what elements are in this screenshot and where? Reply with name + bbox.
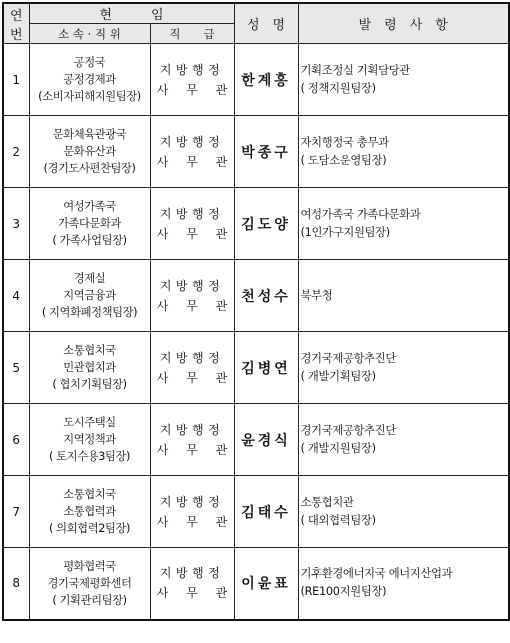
row-current-department xyxy=(29,188,150,260)
row-grade xyxy=(150,332,234,404)
row-current-department xyxy=(29,260,150,332)
department-line: 가족다문화과 xyxy=(57,217,122,230)
grade-line: 사 무 관 xyxy=(156,154,228,169)
department-line: ( 기획관리팀장) xyxy=(52,593,127,607)
row-appointment xyxy=(298,44,509,116)
department-line: 소통협력과 xyxy=(63,505,116,518)
row-appointment xyxy=(298,404,509,476)
row-serial-number: 3 xyxy=(3,188,29,260)
department-line: 평화협력국 xyxy=(63,559,116,573)
row-serial-number: 1 xyxy=(3,44,29,116)
header-row-top xyxy=(3,3,509,24)
appointment-line: 여성가족국 가족다문화과 xyxy=(300,207,421,221)
appointment-line: ( 개발지원팀장) xyxy=(300,441,376,455)
appointment-line: 자치행정국 총무과 xyxy=(300,135,389,149)
department-line: ( 지역화폐정책팀장) xyxy=(41,306,138,319)
department-line: 공정국 xyxy=(73,56,106,69)
grade-line: 지방행정 xyxy=(159,134,225,149)
row-serial-number: 6 xyxy=(3,404,29,476)
row-person-name: 윤경식 xyxy=(234,404,298,476)
grade-line: 사 무 관 xyxy=(156,370,228,385)
grade-line: 사 무 관 xyxy=(156,226,228,241)
row-person-name: 김태수 xyxy=(234,476,298,548)
table-row xyxy=(3,476,509,548)
personnel-order-document xyxy=(2,2,508,640)
row-grade xyxy=(150,476,234,548)
grade-line: 사 무 관 xyxy=(156,82,228,97)
grade-line: 지방행정 xyxy=(159,494,225,509)
row-person-name: 김병연 xyxy=(234,332,298,404)
department-line: 여성가족국 xyxy=(63,200,116,213)
row-grade xyxy=(150,260,234,332)
department-line: 소통협치국 xyxy=(63,488,116,501)
table-row xyxy=(3,116,509,188)
department-line: 지역금융과 xyxy=(63,289,116,302)
table-row xyxy=(3,188,509,260)
row-person-name: 박종구 xyxy=(234,116,298,188)
appointment-line: ( 정책지원팀장) xyxy=(300,81,376,95)
department-line: ( 의회협력2팀장) xyxy=(48,522,131,535)
appointment-line: 경기국제공항추진단 xyxy=(300,351,397,365)
row-current-department xyxy=(29,44,150,116)
row-person-name: 천성수 xyxy=(234,260,298,332)
row-person-name: 김도양 xyxy=(234,188,298,260)
row-current-department xyxy=(29,116,150,188)
table-row xyxy=(3,548,509,620)
appointment-line: 경기국제공항추진단 xyxy=(300,423,397,437)
appointment-line: ( 도담소운영팀장) xyxy=(300,153,387,167)
row-grade xyxy=(150,548,234,620)
department-line: 지역정책과 xyxy=(63,433,116,446)
department-line: (경기도사편찬팀장) xyxy=(43,162,136,175)
row-appointment xyxy=(298,116,509,188)
row-appointment xyxy=(298,260,509,332)
department-line: ( 가족사업팀장) xyxy=(52,234,127,247)
header-current-position: 현 임 xyxy=(29,3,234,24)
header-serial-number: 연 번 xyxy=(3,3,29,44)
grade-line: 사 무 관 xyxy=(156,442,228,457)
grade-line: 지방행정 xyxy=(159,278,225,293)
department-line: 문화유산과 xyxy=(63,145,116,158)
grade-line: 지방행정 xyxy=(159,206,225,221)
appointment-line: 북부청 xyxy=(300,288,333,302)
department-line: ( 협치기획팀장) xyxy=(52,378,127,391)
row-appointment xyxy=(298,476,509,548)
row-person-name: 이윤표 xyxy=(234,548,298,620)
table-row xyxy=(3,44,509,116)
grade-line: 지방행정 xyxy=(159,566,225,581)
row-current-department xyxy=(29,332,150,404)
row-current-department xyxy=(29,476,150,548)
row-current-department xyxy=(29,548,150,620)
row-grade xyxy=(150,116,234,188)
personnel-table xyxy=(2,2,510,621)
department-line: 소통협치국 xyxy=(63,344,116,357)
row-current-department xyxy=(29,404,150,476)
header-name: 성 명 xyxy=(234,3,298,44)
department-line: 경기국제평화센터 xyxy=(47,576,132,590)
row-serial-number: 8 xyxy=(3,548,29,620)
grade-line: 사 무 관 xyxy=(156,586,228,601)
department-line: 공정경제과 xyxy=(63,73,116,86)
grade-line: 사 무 관 xyxy=(156,298,228,313)
row-appointment xyxy=(298,332,509,404)
header-appointment: 발 령 사 항 xyxy=(298,3,509,44)
row-serial-number: 5 xyxy=(3,332,29,404)
row-serial-number: 4 xyxy=(3,260,29,332)
table-row xyxy=(3,332,509,404)
grade-line: 사 무 관 xyxy=(156,514,228,529)
appointment-line: (1인가구지원팀장) xyxy=(300,225,390,239)
table-row xyxy=(3,260,509,332)
department-line: 문화체육관광국 xyxy=(52,128,127,141)
appointment-line: ( 대외협력팀장) xyxy=(300,513,376,527)
appointment-line: 소통협치관 xyxy=(300,495,354,509)
row-serial-number: 7 xyxy=(3,476,29,548)
department-line: (소비자피해지원팀장) xyxy=(38,90,141,103)
appointment-line: 기후환경에너지국 에너지산업과 xyxy=(300,567,453,581)
header-grade: 직 급 xyxy=(150,24,234,44)
row-person-name: 한계홍 xyxy=(234,44,298,116)
grade-line: 지방행정 xyxy=(159,422,225,437)
header-department-position: 소 속 · 직 위 xyxy=(29,24,150,44)
row-grade xyxy=(150,188,234,260)
row-appointment xyxy=(298,548,509,620)
row-grade xyxy=(150,404,234,476)
department-line: 경제실 xyxy=(73,272,106,285)
grade-line: 지방행정 xyxy=(159,350,225,365)
row-grade xyxy=(150,44,234,116)
department-line: 민관협치과 xyxy=(63,361,116,374)
department-line: ( 토지수용3팀장) xyxy=(48,450,131,463)
appointment-line: (RE100지원팀장) xyxy=(300,585,387,599)
row-appointment xyxy=(298,188,509,260)
appointment-line: ( 개발기획팀장) xyxy=(300,369,376,383)
table-row xyxy=(3,404,509,476)
row-serial-number: 2 xyxy=(3,116,29,188)
appointment-line: 기획조정실 기획담당관 xyxy=(300,63,410,77)
department-line: 도시주택실 xyxy=(63,416,116,429)
grade-line: 지방행정 xyxy=(159,62,225,77)
